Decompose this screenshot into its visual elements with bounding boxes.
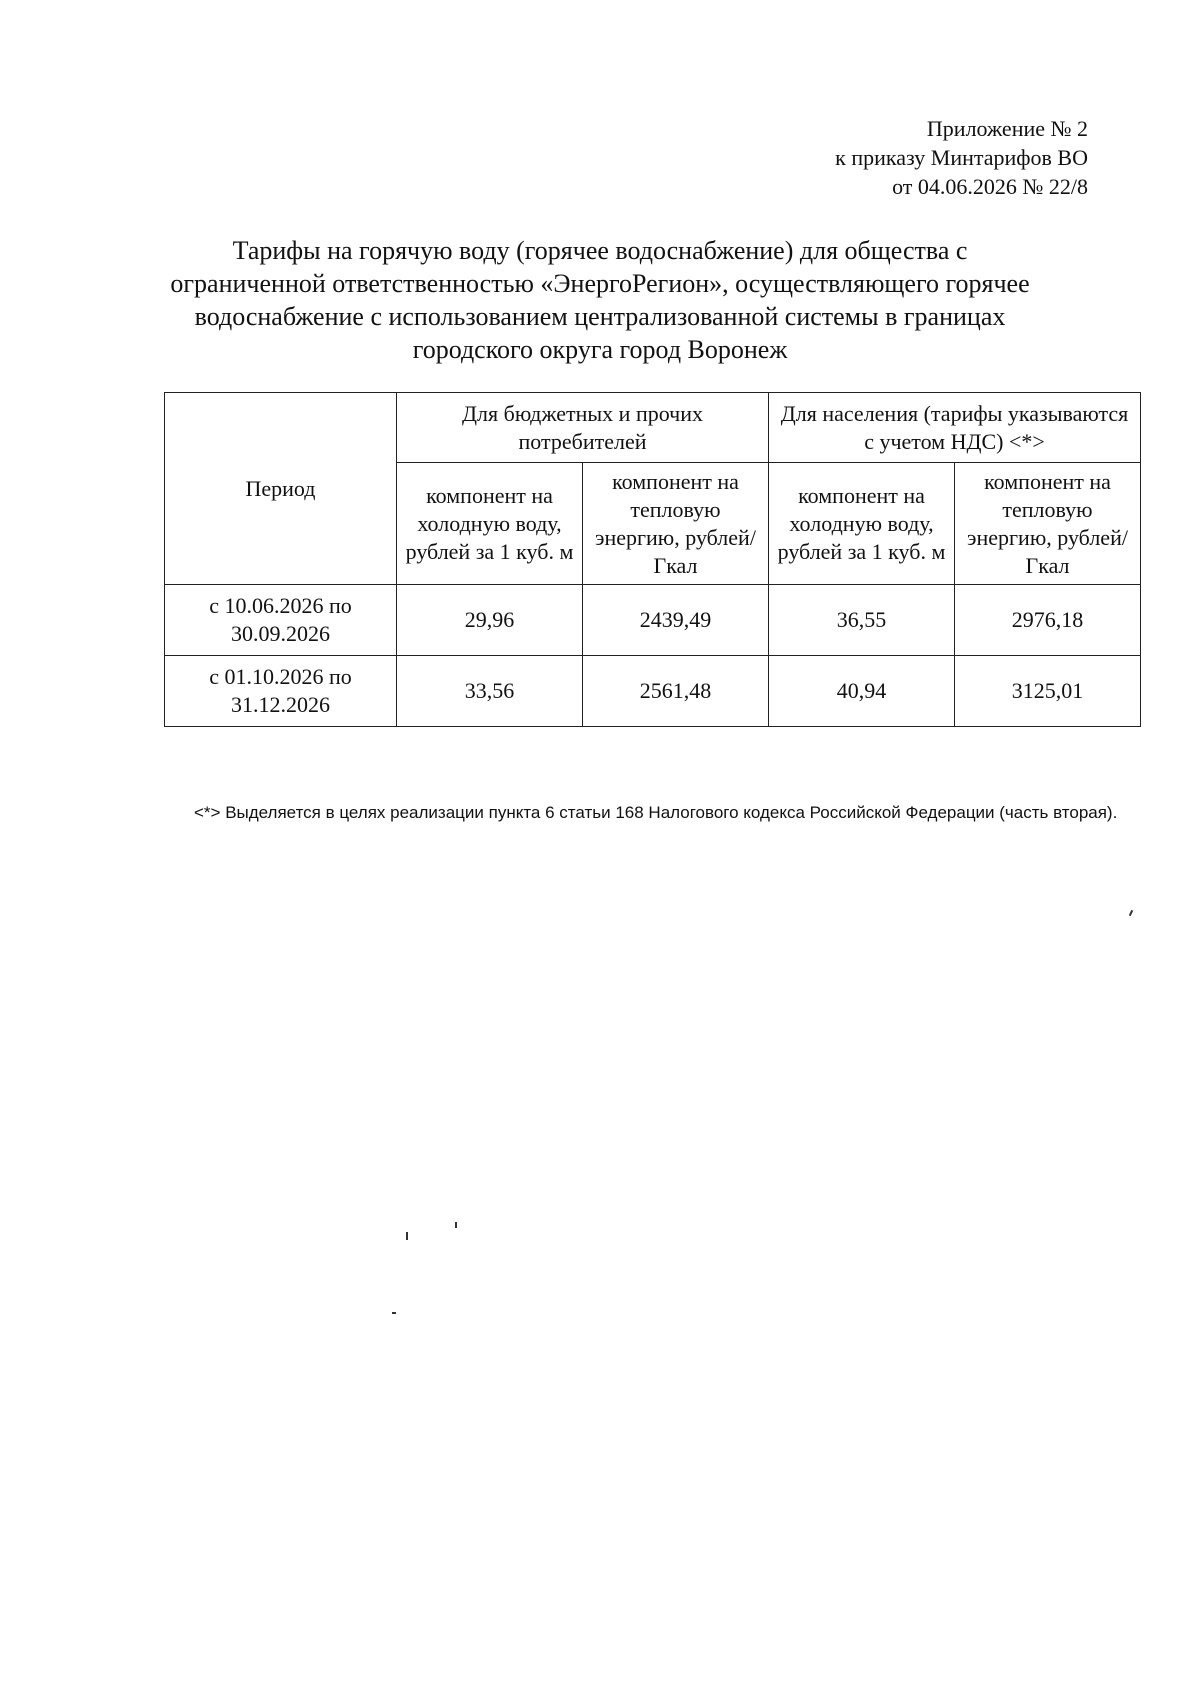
title-line-3: водоснабжение с использованием централизованной системы в границах (194, 302, 1006, 331)
budget-cold-water-header: компонент на холодную воду, рублей за 1 куб. м (397, 463, 583, 585)
period-cell: с 01.10.2026 по 31.12.2026 (165, 656, 397, 727)
annex-number: Приложение № 2 (926, 116, 1088, 141)
period-cell: с 10.06.2026 по 30.09.2026 (165, 585, 397, 656)
budget-consumers-header: Для бюджетных и прочих потребителей (397, 393, 769, 463)
document-title (140, 234, 1060, 366)
budget-heat-cell: 2439,49 (583, 585, 769, 656)
period-header: Период (165, 393, 397, 585)
population-cold-cell: 40,94 (769, 656, 955, 727)
budget-cold-cell: 33,56 (397, 656, 583, 727)
scan-speck (392, 1312, 396, 1314)
population-heat-energy-header: компонент на тепловую энергию, рублей/Гкал (955, 463, 1141, 585)
budget-heat-cell: 2561,48 (583, 656, 769, 727)
budget-heat-energy-header: компонент на тепловую энергию, рублей/Гкал (583, 463, 769, 585)
table-header-row (165, 393, 1141, 463)
scan-speck (455, 1222, 457, 1228)
population-cold-cell: 36,55 (769, 585, 955, 656)
population-cold-water-header: компонент на холодную воду, рублей за 1 куб. м (769, 463, 955, 585)
title-line-1: Тарифы на горячую воду (горячее водоснабжение) для общества с (232, 236, 968, 265)
population-heat-cell: 2976,18 (955, 585, 1141, 656)
scan-speck (406, 1232, 408, 1240)
annex-order-ref: к приказу Минтарифов ВО (835, 145, 1088, 170)
budget-cold-cell: 29,96 (397, 585, 583, 656)
scan-speck (1129, 910, 1133, 916)
table-row (165, 585, 1141, 656)
annex-reference (668, 114, 1088, 201)
population-heat-cell: 3125,01 (955, 656, 1141, 727)
footnote: <*> Выделяется в целях реализации пункта 6 статьи 168 Налогового кодекса Российской Федерации (часть вторая). (194, 803, 1118, 822)
annex-order-date: от 04.06.2026 № 22/8 (892, 174, 1088, 199)
title-line-4: городского округа город Воронеж (412, 335, 788, 364)
population-header: Для населения (тарифы указываются с учетом НДС) <*> (769, 393, 1141, 463)
title-line-2: ограниченной ответственностью «ЭнергоРегион», осуществляющего горячее (170, 269, 1030, 298)
table-row (165, 656, 1141, 727)
tariff-table (164, 392, 1141, 727)
